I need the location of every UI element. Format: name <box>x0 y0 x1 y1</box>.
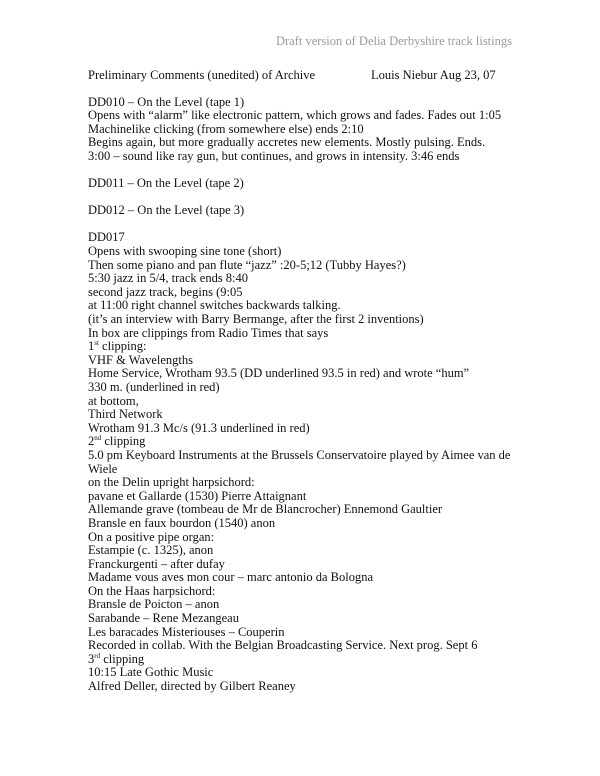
document-title: Preliminary Comments (unedited) of Archive <box>88 68 316 82</box>
entry-line: Madame vous aves mon cour – marc antonio da Bologna <box>88 570 373 585</box>
document-body <box>88 96 528 694</box>
clipping-label-third <box>88 653 528 667</box>
entry-line: 330 m. (underlined in red) <box>88 379 220 394</box>
entry-heading-dd017: DD017 <box>88 230 125 245</box>
clipping-text: clipping: <box>98 339 147 354</box>
entry-line: at 11:00 right channel switches backwards talking. <box>88 298 341 313</box>
entry-line: Allemande grave (tombeau de Mr de Blancrocher) Ennemond Gaultier <box>88 502 443 517</box>
entry-line: Then some piano and pan flute “jazz” :20-5;12 (Tubby Hayes?) <box>88 257 406 272</box>
entry-line: Wiele <box>88 461 118 476</box>
entry-line: Home Service, Wrotham 93.5 (DD underlined 93.5 in red) and wrote “hum” <box>88 366 470 381</box>
entry-line: Third Network <box>88 407 163 422</box>
entry-line: Alfred Deller, directed by Gilbert Reaney <box>88 679 296 694</box>
entry-line: Wrotham 91.3 Mc/s (91.3 underlined in red) <box>88 420 310 435</box>
entry-line: Bransle en faux bourdon (1540) anon <box>88 515 276 530</box>
clipping-label-second <box>88 435 528 449</box>
entry-line: Sarabande – Rene Mezangeau <box>88 611 239 626</box>
entry-line: In box are clippings from Radio Times that says <box>88 325 329 340</box>
entry-line: Machinelike clicking (from somewhere else) ends 2:10 <box>88 121 364 136</box>
draft-header-note: Draft version of Delia Derbyshire track listings <box>275 34 512 48</box>
entry-line: 5:30 jazz in 5/4, track ends 8:40 <box>88 271 249 286</box>
spacer <box>88 163 528 177</box>
entry-line: 3:00 – sound like ray gun, but continues, and grows in intensity. 3:46 ends <box>88 148 460 163</box>
entry-line: second jazz track, begins (9:05 <box>88 284 243 299</box>
ordinal-number: 3 <box>88 651 95 666</box>
spacer <box>88 191 528 205</box>
ordinal-suffix: nd <box>94 434 102 443</box>
entry-line: 10:15 Late Gothic Music <box>88 665 214 680</box>
entry-heading-dd011: DD011 – On the Level (tape 2) <box>88 176 244 191</box>
entry-heading-dd010: DD010 – On the Level (tape 1) <box>88 94 245 109</box>
entry-line: at bottom, <box>88 393 139 408</box>
entry-line: VHF & Wavelengths <box>88 352 194 367</box>
entry-line: (it’s an interview with Barry Bermange, after the first 2 inventions) <box>88 312 424 326</box>
entry-line: Begins again, but more gradually accretes new elements. Mostly pulsing. Ends. <box>88 135 486 150</box>
entry-line: Bransle de Poicton – anon <box>88 597 220 612</box>
entry-line: 5.0 pm Keyboard Instruments at the Brussels Conservatoire played by Aimee van de <box>88 447 511 462</box>
entry-line: on the Delin upright harpsichord: <box>88 475 255 490</box>
clipping-text: clipping <box>100 651 145 666</box>
entry-line: Franckurgenti – after dufay <box>88 556 225 571</box>
ordinal-number: 2 <box>88 434 95 449</box>
ordinal-suffix: rd <box>94 651 101 660</box>
entry-line: Opens with swooping sine tone (short) <box>88 244 282 259</box>
entry-line: On the Haas harpsichord: <box>88 583 216 598</box>
entry-heading-dd012: DD012 – On the Level (tape 3) <box>88 203 245 218</box>
author-date: Louis Niebur Aug 23, 07 <box>371 68 496 82</box>
ordinal-suffix: st <box>94 339 99 348</box>
spacer <box>88 218 528 232</box>
clipping-text: clipping <box>101 434 146 449</box>
entry-line: Estampie (c. 1325), anon <box>88 543 214 558</box>
clipping-label-first <box>88 340 528 354</box>
entry-line: pavane et Gallarde (1530) Pierre Attaignant <box>88 488 307 503</box>
entry-line: Recorded in collab. With the Belgian Broadcasting Service. Next prog. Sept 6 <box>88 638 478 653</box>
entry-line: On a positive pipe organ: <box>88 529 215 544</box>
ordinal-number: 1 <box>88 339 95 354</box>
entry-line: Opens with “alarm” like electronic pattern, which grows and fades. Fades out 1:05 <box>88 108 502 123</box>
entry-line: Les baracades Misteriouses – Couperin <box>88 624 285 639</box>
